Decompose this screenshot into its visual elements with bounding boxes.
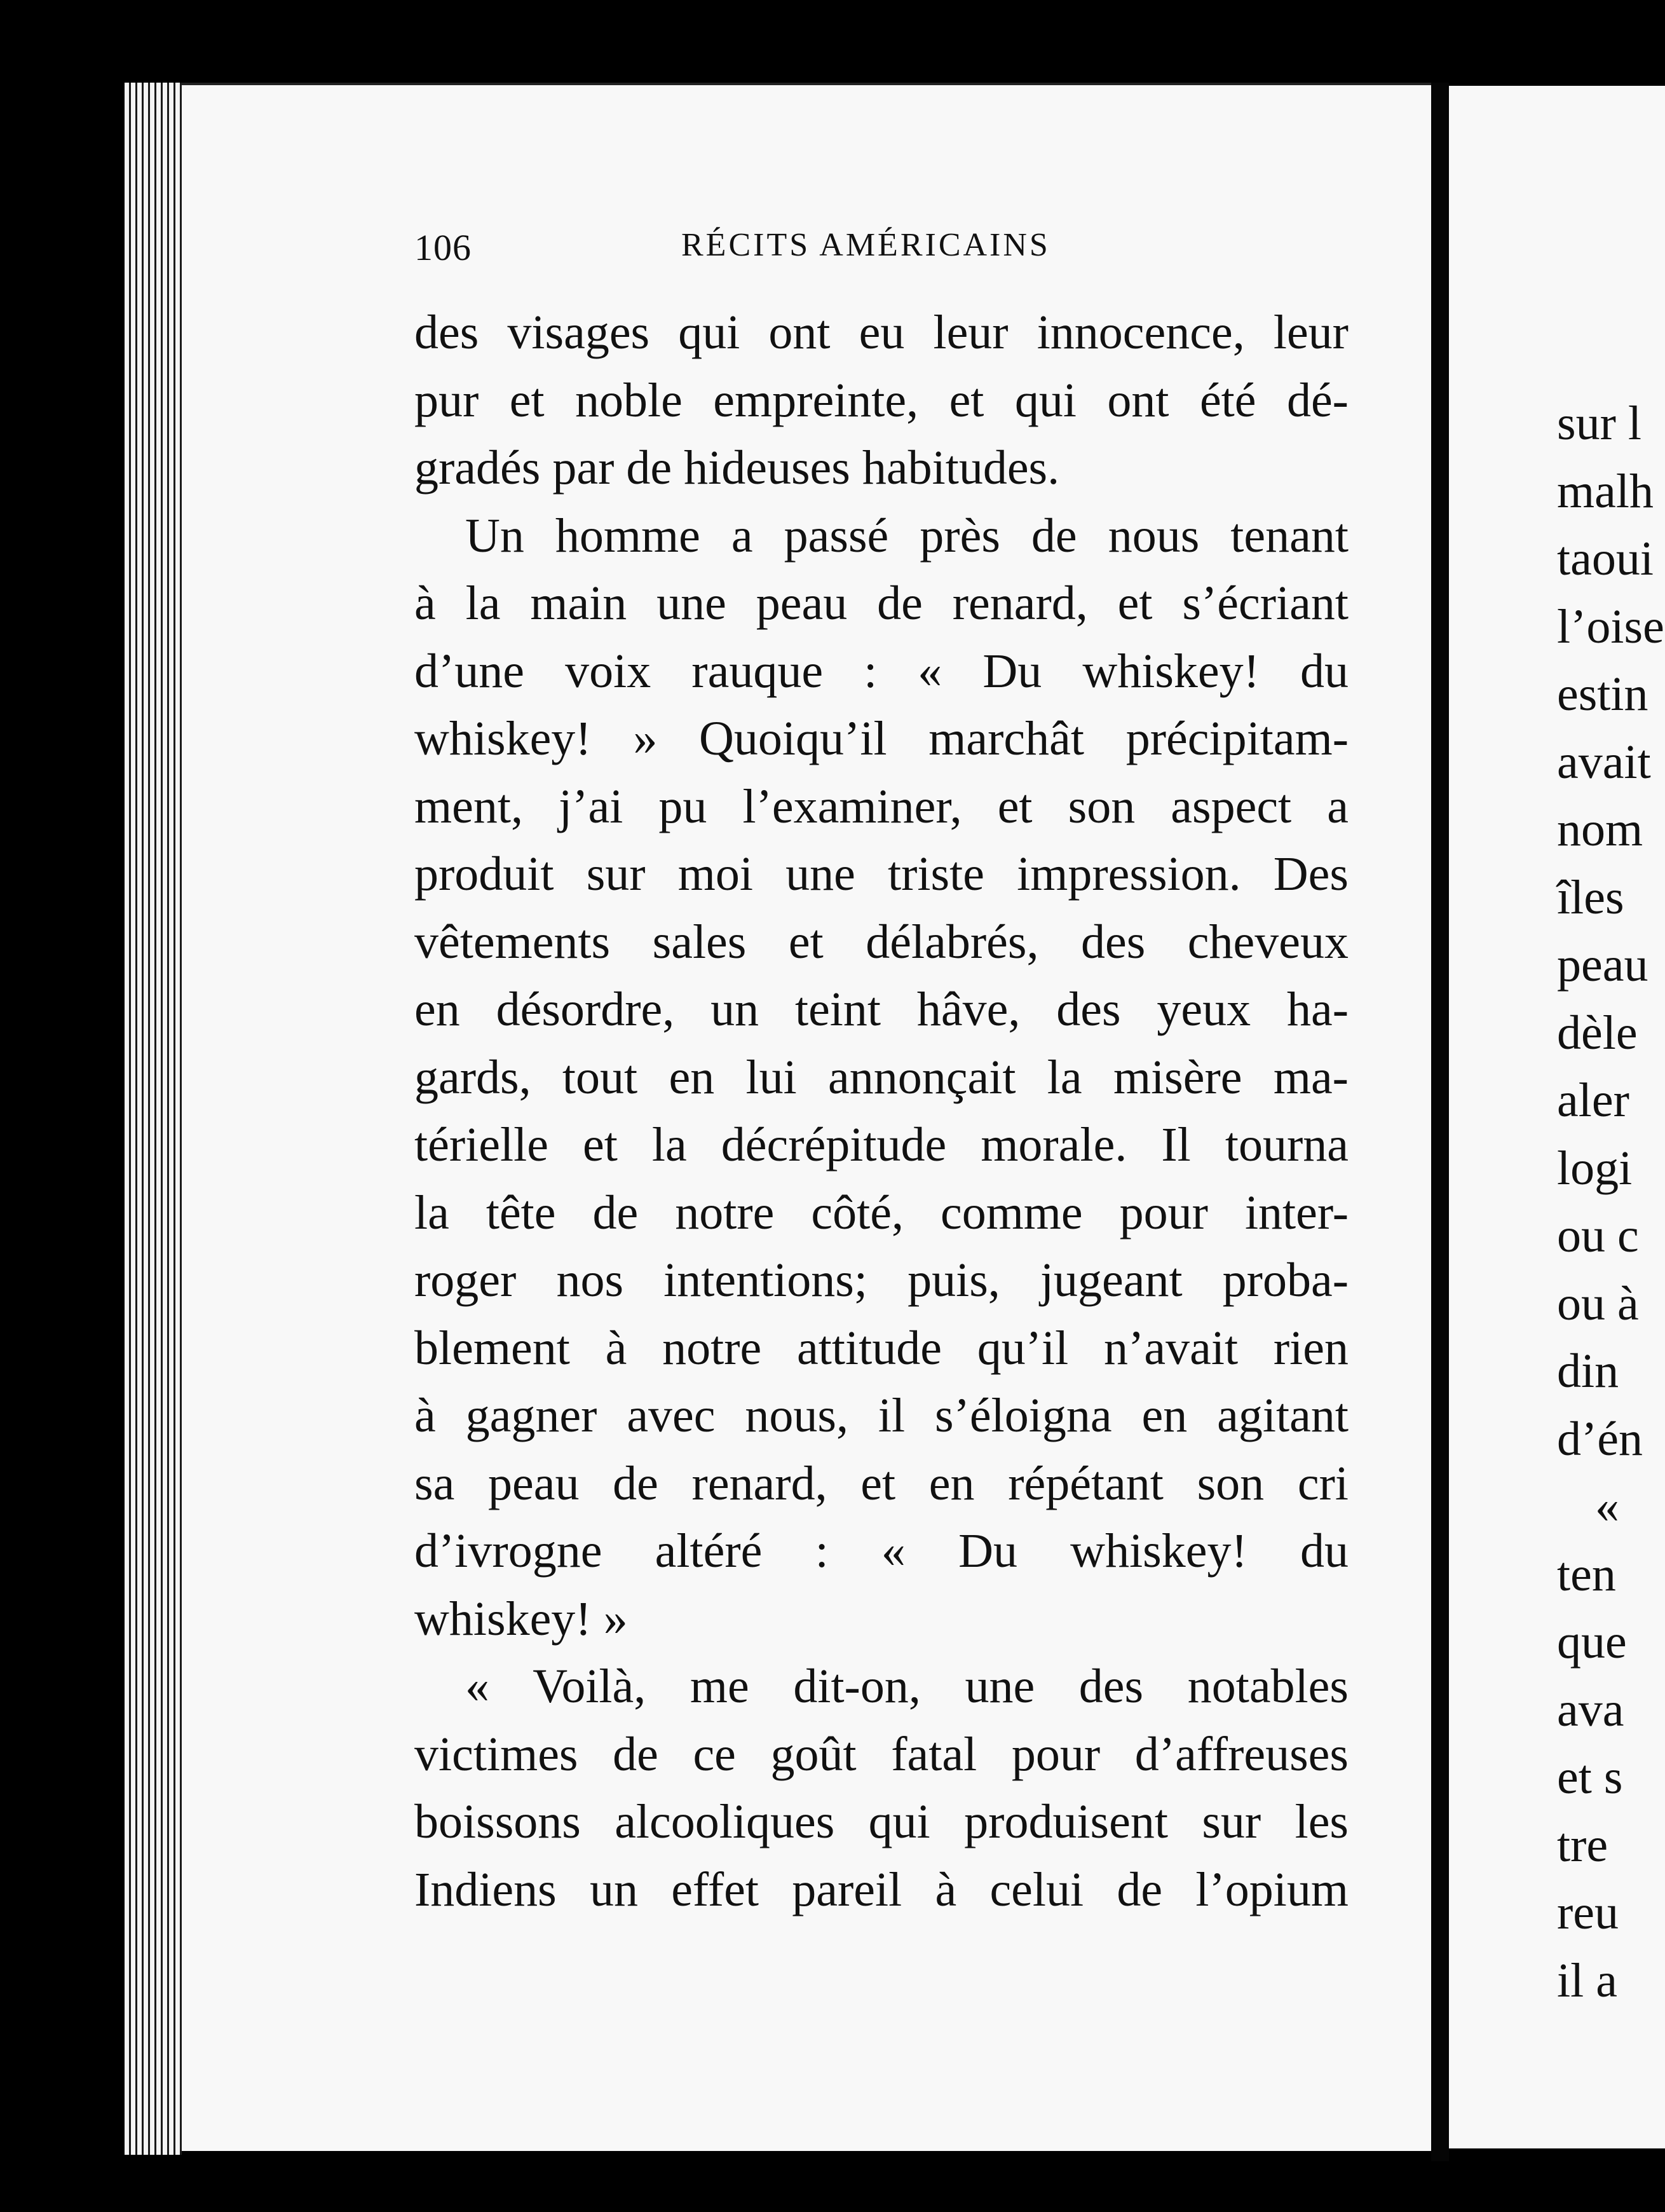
right-line: reu bbox=[1557, 1886, 1619, 1939]
text-line: à gagner avec nous, il s’éloigna en agitant bbox=[414, 1389, 1349, 1442]
right-line: nom bbox=[1557, 803, 1643, 856]
right-line: îles bbox=[1557, 870, 1624, 924]
text-line: produit sur moi une triste impression. Des bbox=[414, 847, 1349, 901]
text-line: whiskey! » Quoiqu’il marchât précipitam- bbox=[414, 712, 1349, 765]
right-line: peau bbox=[1557, 938, 1648, 992]
left-page-text bbox=[414, 299, 1349, 1923]
book-gutter bbox=[1431, 83, 1449, 2161]
right-line: tre bbox=[1557, 1818, 1608, 1872]
right-line: et s bbox=[1557, 1751, 1623, 1804]
right-line: aler bbox=[1557, 1074, 1629, 1127]
text-line: la tête de notre côté, comme pour inter- bbox=[414, 1185, 1349, 1239]
right-line: logi bbox=[1557, 1141, 1633, 1195]
text-line: victimes de ce goût fatal pour d’affreuses bbox=[414, 1727, 1349, 1781]
right-page bbox=[1449, 86, 1665, 2148]
running-title: RÉCITS AMÉRICAINS bbox=[681, 227, 1050, 263]
right-line: din bbox=[1557, 1344, 1619, 1398]
text-line: ment, j’ai pu l’examiner, et son aspect a bbox=[414, 779, 1349, 833]
right-line: d’én bbox=[1557, 1412, 1643, 1466]
text-line: en désordre, un teint hâve, des yeux ha- bbox=[414, 983, 1349, 1036]
page-header bbox=[414, 226, 1113, 277]
text-line: des visages qui ont eu leur innocence, leur bbox=[414, 306, 1349, 359]
text-line: « Voilà, me dit-on, une des notables bbox=[465, 1660, 1349, 1713]
right-line: il a bbox=[1557, 1953, 1617, 2007]
text-line: pur et noble empreinte, et qui ont été dé- bbox=[414, 373, 1349, 427]
text-line: blement à notre attitude qu’il n’avait rien bbox=[414, 1321, 1349, 1375]
text-line: Indiens un effet pareil à celui de l’opium bbox=[414, 1862, 1349, 1916]
text-line: à la main une peau de renard, et s’écriant bbox=[414, 577, 1349, 630]
right-line: ou à bbox=[1557, 1276, 1639, 1330]
text-line: boissons alcooliques qui produisent sur les bbox=[414, 1795, 1349, 1848]
text-line: d’une voix rauque : « Du whiskey! du bbox=[414, 644, 1349, 698]
text-line: whiskey! » bbox=[414, 1592, 628, 1646]
text-line: d’ivrogne altéré : « Du whiskey! du bbox=[414, 1524, 1349, 1578]
right-line: sur l bbox=[1557, 397, 1641, 450]
text-line: roger nos intentions; puis, jugeant proba- bbox=[414, 1253, 1349, 1307]
right-line: estin bbox=[1557, 667, 1648, 721]
right-line: malh bbox=[1557, 464, 1654, 518]
book-page-edges bbox=[125, 83, 182, 2155]
right-line: dèle bbox=[1557, 1006, 1638, 1060]
right-page-text bbox=[1557, 390, 1665, 2014]
right-line: que bbox=[1557, 1615, 1627, 1669]
text-line: sa peau de renard, et en répétant son cri bbox=[414, 1456, 1349, 1510]
right-line: ou c bbox=[1557, 1209, 1639, 1262]
right-line: ten bbox=[1557, 1547, 1616, 1601]
right-line: avait bbox=[1557, 735, 1651, 789]
right-line: l’oise bbox=[1557, 599, 1664, 653]
text-line: vêtements sales et délabrés, des cheveux bbox=[414, 915, 1349, 969]
text-line: gards, tout en lui annonçait la misère ma- bbox=[414, 1050, 1349, 1104]
text-line: gradés par de hideuses habitudes. bbox=[414, 441, 1060, 495]
right-line: taoui bbox=[1557, 532, 1654, 585]
text-line: térielle et la décrépitude morale. Il tourna bbox=[414, 1118, 1349, 1171]
right-line: « bbox=[1595, 1480, 1619, 1533]
right-line: ava bbox=[1557, 1683, 1624, 1737]
page-number: 106 bbox=[414, 227, 472, 268]
text-line: Un homme a passé près de nous tenant bbox=[465, 509, 1349, 563]
